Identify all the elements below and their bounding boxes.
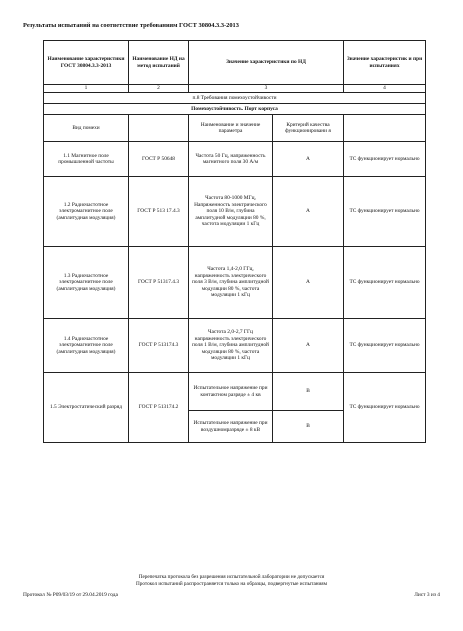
row-method: ГОСТ Р 513174.2 [129,373,189,443]
column-number: 2 [129,85,189,93]
section-title: п.8 Требования помехоустойчивости [44,93,426,104]
row-criterion: В [273,411,344,443]
document-title: Результаты испытаний на соответствие требованиям ГОСТ 30804.3.3-2013 [23,22,239,29]
subheader-name-value: Наименование и значение параметра [189,115,273,142]
subheader-row [44,115,426,142]
table-row [44,177,426,247]
row-result: ТС функционирует нормально [344,373,426,443]
row-criterion: В [273,373,344,411]
protocol-number: Протокол № Р09/03/19 от 29.04.2019 года [23,592,118,598]
row-value: Испытательное напряжение при контактном разряде ± 4 кв [189,373,273,411]
row-value: Частота 1,4-2,0 ГГц, напряженность электрического поля 3 В/м, глубина амплитудной модуляции 80 %, частота модуляции 1 кГц [189,247,273,319]
header-row [44,41,426,85]
row-result: ТС функционирует нормально [344,142,426,177]
row-criterion: А [273,247,344,319]
column-number-row [44,85,426,93]
subheader-empty [344,115,426,142]
results-table [43,40,426,443]
row-characteristic: 1.3 Радиочастотное электромагнитное поле (амплитудная модуляция) [44,247,129,319]
table-row [44,373,426,411]
subsection-title: Помехоустойчивость. Порт корпуса [44,104,426,115]
column-number: 4 [344,85,426,93]
row-method: ГОСТ Р 513174.3 [129,319,189,373]
header-result: Значение характеристик и при испытаниях [344,41,426,85]
header-value: Значение характеристики по НД [189,41,344,85]
row-result: ТС функционирует нормально [344,247,426,319]
row-characteristic: 1.2 Радиочастотное электромагнитное поле (амплитудная модуляция) [44,177,129,247]
subheader-empty [129,115,189,142]
section-row [44,93,426,104]
row-result: ТС функционирует нормально [344,177,426,247]
header-characteristic: Наименование характеристики ГОСТ 30804.3.3-2013 [44,41,129,85]
row-value: Испытательное напряжение при воздушномразряде ± 8 кВ [189,411,273,443]
row-value: Частота 80-1000 МГц, Напряженность электрического поля 10 В/м, глубина амплитудной модуляции 80 %, частота модуляции 1 кГц [189,177,273,247]
row-characteristic: 1.1 Магнитное поле промышленной частоты [44,142,129,177]
row-criterion: А [273,177,344,247]
sheet-number: Лист 3 из 4 [414,592,440,598]
row-method: ГОСТ Р 50648 [129,142,189,177]
row-criterion: А [273,319,344,373]
column-number: 3 [189,85,344,93]
subsection-row [44,104,426,115]
table-row [44,247,426,319]
column-number: 1 [44,85,129,93]
footer-note-scope: Протокол испытаний распространяется только на образцы, подвергнутые испытаниям [136,581,327,587]
row-method: ГОСТ Р 513 17.4.3 [129,177,189,247]
row-value: Частота 2,0-2,7 ГГц напряженность электрического поля 1 В/м, глубина амплитудной модуляции 80 %, частота модуляции 1 кГц [189,319,273,373]
table-row [44,142,426,177]
row-characteristic: 1.4 Радиочастотное электромагнитное поле (амплитудная модуляция) [44,319,129,373]
subheader-criterion: Критерий качества функционировани я [273,115,344,142]
table-row [44,319,426,373]
row-value: Частота 50 Гц, напряженность магнитного поля 30 А/м [189,142,273,177]
header-method: Наименование НД на метод испытаний [129,41,189,85]
row-method: ГОСТ Р 51317.4.3 [129,247,189,319]
row-criterion: А [273,142,344,177]
row-characteristic: 1.5 Электростатический разряд [44,373,129,443]
footer-note-reprint: Перепечатка протокола без разрешения испытательной лаборатории не допускается [138,574,325,580]
subheader-interference-type: Вид помехи [44,115,129,142]
row-result: ТС функционирует нормально [344,319,426,373]
